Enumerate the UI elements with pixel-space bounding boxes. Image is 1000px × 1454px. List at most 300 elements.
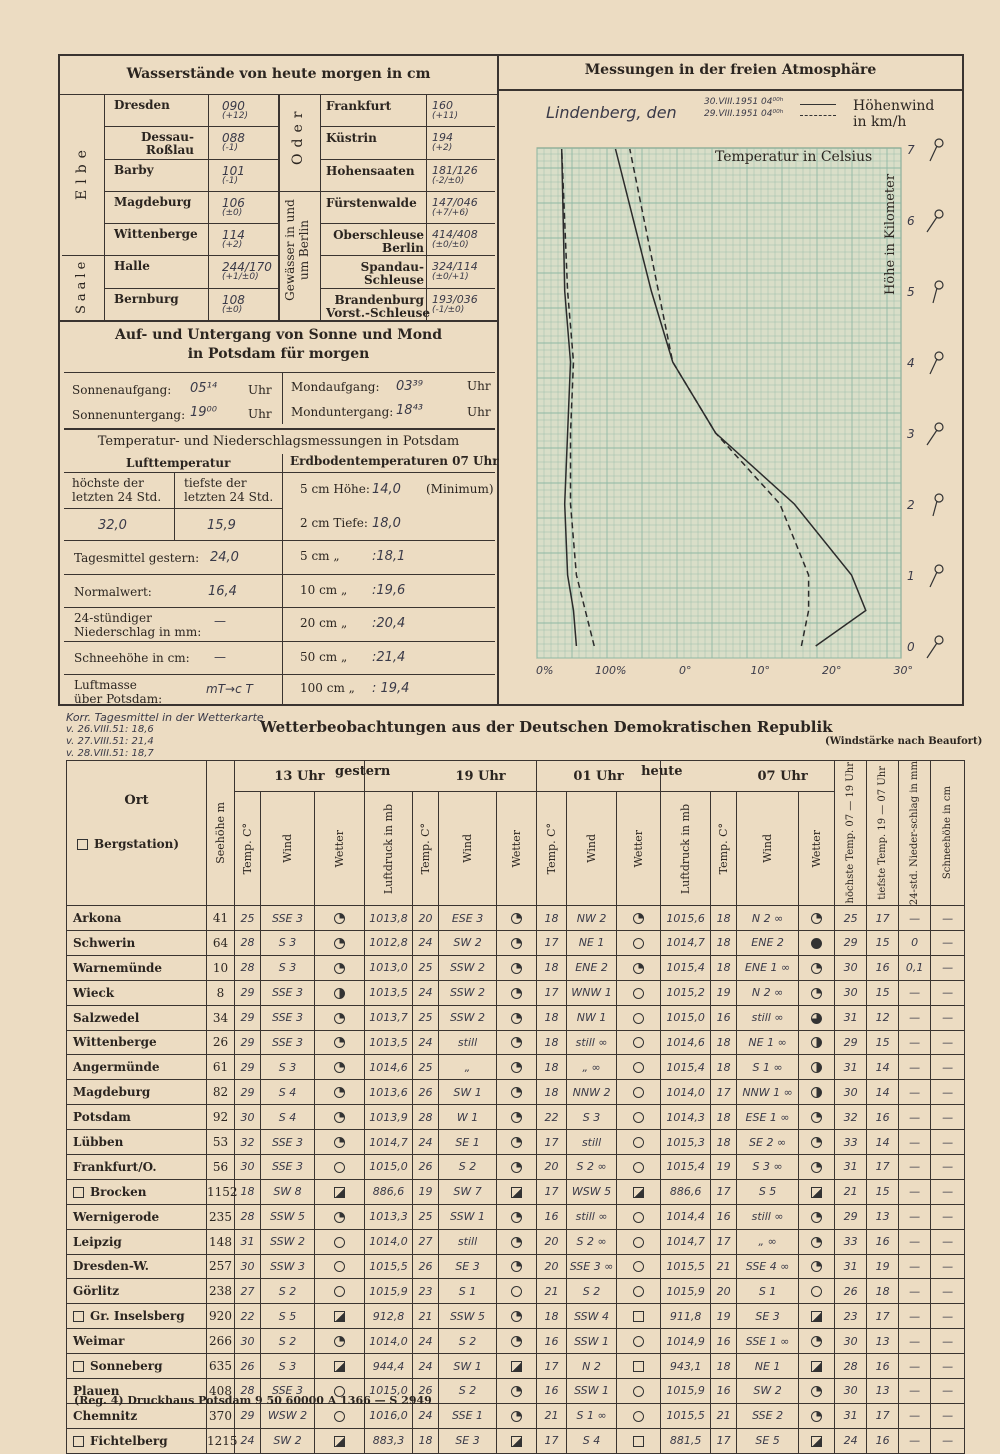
col-hoehe: Seehöhe m	[207, 761, 235, 906]
weather-icon	[511, 1311, 522, 1322]
table-cell: 41	[207, 906, 235, 931]
weather-icon	[511, 1013, 522, 1024]
table-cell: 944,4	[365, 1354, 413, 1379]
table-cell: 23	[413, 1279, 439, 1304]
table-cell	[315, 980, 365, 1005]
table-cell: 31	[835, 1403, 867, 1428]
table-cell	[799, 1055, 835, 1080]
table-row	[67, 1403, 965, 1428]
table-cell: 29	[235, 1055, 261, 1080]
table-cell: still ∞	[737, 1204, 799, 1229]
weather-icon	[334, 1336, 345, 1347]
table-cell: 28	[235, 1378, 261, 1403]
table-cell: —	[931, 1055, 965, 1080]
table-cell: Frankfurt/O.	[67, 1154, 207, 1179]
y-tick-label: 5	[907, 285, 915, 299]
table-cell: 1014,7	[365, 1130, 413, 1155]
table-cell: 0	[899, 930, 931, 955]
table-cell	[617, 1005, 661, 1030]
weather-icon	[511, 1386, 522, 1397]
table-cell: SSW 3	[261, 1254, 315, 1279]
table-cell: —	[899, 1354, 931, 1379]
col-ort	[67, 761, 207, 906]
table-row	[67, 1304, 965, 1329]
table-cell: Potsdam	[67, 1105, 207, 1130]
berg-checkbox-icon	[73, 1361, 84, 1372]
wind-barb-icon	[930, 359, 937, 374]
table-row	[67, 1229, 965, 1254]
table-cell: 24	[413, 1130, 439, 1155]
table-cell: 16	[711, 1378, 737, 1403]
temp-axis-label: Temperatur in Celsius	[715, 149, 873, 165]
weather-icon	[811, 1062, 822, 1073]
table-cell: SSW 5	[439, 1304, 497, 1329]
weather-icon	[511, 1336, 522, 1347]
table-cell: —	[931, 1154, 965, 1179]
table-cell: 1015,9	[365, 1279, 413, 1304]
weather-icon	[511, 1087, 522, 1098]
moonset-value: 18⁴³	[396, 403, 423, 418]
weather-icon	[511, 938, 522, 949]
table-cell: still ∞	[567, 1030, 617, 1055]
table-cell	[617, 1428, 661, 1453]
table-cell: —	[899, 1179, 931, 1204]
table-cell: still ∞	[737, 1005, 799, 1030]
water-level-value: 101	[222, 163, 245, 178]
beaufort-note: (Windstärke nach Beaufort)	[825, 736, 983, 747]
normal-value: 16,4	[208, 584, 237, 599]
table-row	[67, 1179, 965, 1204]
weather-icon	[511, 1062, 522, 1073]
table-cell: ENE 1 ∞	[737, 955, 799, 980]
table-cell: 24	[413, 1354, 439, 1379]
table-cell: S 2	[261, 1279, 315, 1304]
table-cell: SE 3	[439, 1254, 497, 1279]
water-station-name: Dessau- Roßlau	[140, 130, 194, 158]
table-cell	[315, 1354, 365, 1379]
atmos-date-2: 29.VIII.1951 04⁰⁰ʰ	[704, 109, 784, 119]
moonset-unit: Uhr	[467, 405, 491, 419]
table-cell: 14	[867, 1055, 899, 1080]
wind-barb-icon	[935, 281, 943, 289]
table-cell	[799, 1005, 835, 1030]
water-level-change: (-1)	[222, 143, 238, 154]
weather-icon	[334, 988, 345, 999]
x-tick-label: 100%	[595, 664, 627, 677]
table-cell: Brocken	[67, 1179, 207, 1204]
soil-depth: 2 cm Tiefe:	[300, 516, 368, 530]
table-cell: SE 5	[737, 1428, 799, 1453]
table-cell: „ ∞	[737, 1229, 799, 1254]
y-tick-label: 1	[907, 569, 915, 583]
table-cell: —	[899, 1279, 931, 1304]
table-cell: 22	[537, 1105, 567, 1130]
table-cell	[799, 1179, 835, 1204]
weather-icon	[811, 1311, 822, 1322]
table-cell: 20	[711, 1279, 737, 1304]
table-cell: 28	[235, 930, 261, 955]
table-cell: 24	[835, 1428, 867, 1453]
weather-icon	[633, 1087, 644, 1098]
table-cell: 10	[207, 955, 235, 980]
table-cell	[617, 1378, 661, 1403]
weather-icon	[334, 1137, 345, 1148]
table-cell: 31	[835, 1154, 867, 1179]
table-cell	[617, 1279, 661, 1304]
water-station-name: Spandau- Schleuse	[360, 260, 424, 288]
table-cell	[617, 1229, 661, 1254]
table-cell: ESE 1 ∞	[737, 1105, 799, 1130]
table-cell: —	[931, 1005, 965, 1030]
table-cell: 21	[537, 1403, 567, 1428]
weather-icon	[633, 1212, 644, 1223]
water-level-change: (+11)	[432, 111, 459, 121]
water-level-change: (+7/+6)	[432, 207, 469, 218]
weather-icon	[334, 1436, 345, 1447]
table-cell: —	[899, 906, 931, 931]
table-cell: 238	[207, 1279, 235, 1304]
table-cell	[315, 1304, 365, 1329]
table-cell: 635	[207, 1354, 235, 1379]
table-cell	[799, 1154, 835, 1179]
table-cell: still	[439, 1229, 497, 1254]
berg-checkbox-icon	[73, 1436, 84, 1447]
table-cell: S 3	[261, 930, 315, 955]
table-cell	[315, 1055, 365, 1080]
table-cell: 18	[711, 930, 737, 955]
table-cell: SSW 2	[439, 1005, 497, 1030]
table-cell	[617, 1403, 661, 1428]
water-level-change: (±0/±0)	[432, 240, 469, 251]
wind-barb-icon	[935, 352, 943, 360]
soil-depth: 10 cm „	[300, 582, 348, 597]
table-cell	[315, 1105, 365, 1130]
weather-icon	[633, 1013, 644, 1024]
precip-value: —	[214, 614, 226, 628]
table-cell: 27	[235, 1279, 261, 1304]
table-cell: 1015,5	[365, 1254, 413, 1279]
wind-barb-icon	[935, 139, 943, 147]
table-cell	[617, 1329, 661, 1354]
table-cell: 21	[711, 1403, 737, 1428]
y-tick-label: 0	[907, 640, 915, 654]
weather-icon	[334, 913, 345, 924]
table-cell: SSE 4 ∞	[737, 1254, 799, 1279]
table-cell: S 2 ∞	[567, 1154, 617, 1179]
water-level-change: (+2)	[432, 143, 453, 154]
table-cell: 1014,0	[661, 1080, 711, 1105]
table-cell: 28	[835, 1354, 867, 1379]
table-cell: 17	[867, 1154, 899, 1179]
table-cell: SSW 2	[439, 980, 497, 1005]
table-cell: —	[931, 1030, 965, 1055]
table-cell: 17	[711, 1080, 737, 1105]
table-cell: 18	[711, 1030, 737, 1055]
table-cell	[617, 1304, 661, 1329]
table-cell: 29	[235, 1403, 261, 1428]
table-cell	[497, 1329, 537, 1354]
table-cell	[799, 1329, 835, 1354]
table-cell: Warnemünde	[67, 955, 207, 980]
table-cell: 31	[835, 1254, 867, 1279]
table-cell: 15	[867, 980, 899, 1005]
table-cell: 24	[235, 1428, 261, 1453]
table-cell: ENE 2	[567, 955, 617, 980]
water-station-name: Wittenberge	[114, 227, 198, 242]
table-row	[67, 1030, 965, 1055]
table-cell	[497, 1354, 537, 1379]
table-cell	[799, 930, 835, 955]
soil-depth: 100 cm „	[300, 681, 355, 695]
table-cell	[617, 1130, 661, 1155]
table-cell: S 4	[567, 1428, 617, 1453]
table-cell: 29	[835, 1204, 867, 1229]
table-cell: 17	[537, 1179, 567, 1204]
table-cell: —	[899, 1428, 931, 1453]
table-cell: 16	[867, 955, 899, 980]
table-cell	[799, 1105, 835, 1130]
table-cell: 1014,9	[661, 1329, 711, 1354]
soil-value: :19,6	[372, 582, 406, 598]
table-cell	[799, 1130, 835, 1155]
table-cell: —	[931, 1403, 965, 1428]
berg-checkbox-icon	[73, 1311, 84, 1322]
table-cell: 18	[413, 1428, 439, 1453]
table-cell	[617, 1055, 661, 1080]
weather-icon	[511, 1137, 522, 1148]
table-cell	[799, 1229, 835, 1254]
table-cell	[799, 1080, 835, 1105]
water-station-name: Frankfurt	[326, 99, 392, 113]
weather-icon	[811, 938, 822, 949]
table-cell: 13	[867, 1204, 899, 1229]
table-cell: 13	[867, 1378, 899, 1403]
table-cell	[617, 1179, 661, 1204]
table-cell: 16	[867, 1229, 899, 1254]
table-cell: SSE 3	[261, 980, 315, 1005]
table-cell: 53	[207, 1130, 235, 1155]
wind-barb-icon	[933, 288, 937, 303]
table-cell: 1015,2	[661, 980, 711, 1005]
table-cell: —	[899, 1055, 931, 1080]
table-cell: SSW 4	[567, 1304, 617, 1329]
table-cell: —	[899, 1005, 931, 1030]
table-cell: —	[931, 1428, 965, 1453]
table-cell	[617, 1030, 661, 1055]
table-cell: NNW 1 ∞	[737, 1080, 799, 1105]
table-cell: 24	[413, 1403, 439, 1428]
table-cell	[617, 1354, 661, 1379]
observations-table: Ort Bergstation) Seehöhe m 13 Uhr gestern 19 Uhr 01 Uhr heute 07 Uhr höchste Temp. 07 — 19 Uhr tiefste Temp. 19 — 07 Uhr 24-std. Nieder-schlag in mm Schneehöhe in cm Temp. C° Wind Wetter Luftdruck in mb Temp. C° Wind Wetter Temp. C° Wind Wetter Luftdruck in mb Temp. C° Wind Wetter Arkona 41 25 SSE 3 1013,8 20 ESE 3 18 NW 2 1015,6 18 N 2 ∞ 25 17 — — Schwerin 64 28 S 3 1012,8 24 SW 2 17 NE 1 1014,7 18 ENE 2 29 15 0 — Warnemünde 10 28 S 3 1013,0 25 SSW 2 18 ENE 2 1015,4 18 ENE 1 ∞ 30 16 0,1 — Wieck 8 29 SSE 3 1013,5 24 SSW 2 17 WNW 1 1015,2 19 N 2 ∞ 30 15 — — Salzwedel 34 29 SSE 3 1013,7 25 SSW 2 18 NW 1 1015,0 16 still ∞ 31 12 — — Wittenberge 26 29 SSE 3 1013,5 24 still 18 still ∞ 1014,6 18 NE 1 ∞ 29 15 — — Angermünde 61 29 S 3 1014,6 25 „ 18 „ ∞ 1015,4 18 S 1 ∞ 31 14 — — Magdeburg 82 29 S 4 1013,6 26 SW 1 18 NNW 2 1014,0 17 NNW 1 ∞ 30 14 — — Potsdam 92 30 S 4 1013,9 28 W 1 22 S 3 1014,3 18 ESE 1 ∞ 32 16 — — Lübben 53 32 SSE 3 1014,7 24 SE 1 17 still 1015,3 18 SE 2 ∞ 33 14 — — Frankfurt/O. 56 30 SSE 3 1015,0 26 S 2 20 S 2 ∞ 1015,4 19 S 3 ∞ 31 17 — — Brocken 1152 18 SW 8 886,6 19 SW 7 17 WSW 5 886,6 17 S 5 21 15 — — Wernigerode 235 28 SSW 5 1013,3 25 SSW 1 16 still ∞ 1014,4 16 still ∞ 29 13 — — Leipzig 148 31 SSW 2 1014,0 27 still 20 S 2 ∞ 1014,7 17 „ ∞ 33 16 — — Dresden-W. 257 30 SSW 3 1015,5 26 SE 3 20 SSE 3 ∞ 1015,5 21 SSE 4 ∞ 31 19 — — Görlitz 238 27 S 2 1015,9 23 S 1 21 S 2 1015,9 20 S 1 26 18 — — Gr. Inselsberg 920 22 S 5 912,8 21 SSW 5 18 SSW 4 911,8 19 SE 3 23 17 — — Weimar 266 30 S 2 1014,0 24 S 2 16 SSW 1 1014,9 16 SSE 1 ∞ 30 13 — — Sonneberg 635 26 S 3 944,4 24 SW 1 17 N 2 943,1 18 NE 1 28 16 — — Plauen 408 28 SSE 3 1015,0 26 S 2 16 SSW 1 1015,9 16 SW 2 30 13 — — Chemnitz 370 29 WSW 2 1016,0 24 SSE 1 21 S 1 ∞ 1015,5 21 SSE 2 31 17 — — Fichtelberg 1215 24 SW 2 883,3 18 SE 3 17 S 4 881,5 17 SE 5 24 16 — —	[66, 760, 965, 1454]
table-cell	[497, 955, 537, 980]
table-cell: 18	[711, 1354, 737, 1379]
table-cell: 19	[711, 1304, 737, 1329]
water-level-value: 088	[222, 131, 245, 146]
table-cell: 1015,0	[365, 1378, 413, 1403]
table-cell: 148	[207, 1229, 235, 1254]
table-row	[67, 1130, 965, 1155]
table-cell: Schwerin	[67, 930, 207, 955]
table-cell: —	[899, 1378, 931, 1403]
footer-imprint: (Reg. 4) Druckhaus Potsdam 9 50 60000 A 1366 — S 2949	[74, 1394, 432, 1407]
table-cell: N 2 ∞	[737, 906, 799, 931]
table-cell: 1013,8	[365, 906, 413, 931]
table-cell: 257	[207, 1254, 235, 1279]
table-row	[67, 1204, 965, 1229]
water-station-name: Bernburg	[114, 291, 179, 306]
wind-barb-icon	[930, 572, 937, 587]
table-cell: 21	[711, 1254, 737, 1279]
weather-icon	[633, 1062, 644, 1073]
table-cell	[497, 906, 537, 931]
table-cell: Sonneberg	[67, 1354, 207, 1379]
table-cell: 18	[711, 1130, 737, 1155]
table-cell: 18	[537, 1304, 567, 1329]
river-label-saale: Saale	[74, 257, 89, 314]
wind-barb-icon	[935, 636, 943, 644]
table-cell: S 2	[439, 1378, 497, 1403]
table-cell	[497, 1403, 537, 1428]
table-cell: 886,6	[365, 1179, 413, 1204]
water-level-value: 193/036	[432, 292, 478, 306]
table-cell: 1012,8	[365, 930, 413, 955]
weather-icon	[633, 938, 644, 949]
table-cell	[315, 1030, 365, 1055]
weather-icon	[811, 1162, 822, 1173]
x-tick-label: 10°	[750, 664, 770, 677]
water-station-name: Magdeburg	[114, 194, 192, 209]
weather-icon	[811, 1112, 822, 1123]
table-cell: 1016,0	[365, 1403, 413, 1428]
weather-icon	[334, 1013, 345, 1024]
table-cell	[315, 1179, 365, 1204]
moonrise-unit: Uhr	[467, 379, 491, 393]
table-cell: —	[931, 1329, 965, 1354]
table-cell: SW 2	[261, 1428, 315, 1453]
table-cell: —	[899, 1080, 931, 1105]
wind-barb-icon	[927, 643, 937, 658]
wind-barb-icon	[930, 146, 937, 161]
weather-icon	[511, 913, 522, 924]
weather-icon	[633, 988, 644, 999]
y-tick-label: 6	[907, 214, 915, 228]
table-cell	[497, 1378, 537, 1403]
table-cell: 17	[537, 1428, 567, 1453]
table-cell: 24	[413, 930, 439, 955]
table-cell: 1015,9	[661, 1279, 711, 1304]
table-cell: —	[931, 1304, 965, 1329]
weather-icon	[633, 1386, 644, 1397]
table-cell: 26	[235, 1354, 261, 1379]
snow-label: Schneehöhe in cm:	[74, 651, 190, 665]
river-label-oder: Oder	[290, 105, 306, 165]
table-cell: 17	[711, 1428, 737, 1453]
water-level-value: 114	[222, 228, 245, 243]
table-cell: 19	[711, 1154, 737, 1179]
table-cell	[617, 1154, 661, 1179]
moonset-label: Monduntergang:	[291, 405, 394, 419]
table-cell: NE 1 ∞	[737, 1030, 799, 1055]
table-cell	[799, 1428, 835, 1453]
table-cell: 1015,4	[661, 1055, 711, 1080]
table-cell: —	[931, 930, 965, 955]
obs-title: Wetterbeobachtungen aus der Deutschen Demokratischen Republik	[260, 718, 833, 736]
table-cell: 32	[835, 1105, 867, 1130]
corr-note-1: v. 26.VIII.51: 18,6	[66, 724, 154, 735]
table-cell: —	[899, 1154, 931, 1179]
atmos-chart	[499, 130, 962, 690]
table-cell	[497, 1030, 537, 1055]
table-cell: 1013,9	[365, 1105, 413, 1130]
water-level-value: 244/170	[222, 260, 272, 275]
water-level-value: 108	[222, 292, 245, 307]
table-cell: 16	[711, 1005, 737, 1030]
table-cell: Lübben	[67, 1130, 207, 1155]
table-cell: 29	[235, 980, 261, 1005]
atmos-date-1: 30.VIII.1951 04⁰⁰ʰ	[704, 97, 784, 107]
table-cell: —	[899, 1304, 931, 1329]
table-cell: 25	[413, 955, 439, 980]
h-19: gestern 19 Uhr	[365, 761, 537, 792]
table-row	[67, 906, 965, 931]
table-cell: 18	[537, 955, 567, 980]
table-cell: SE 3	[737, 1304, 799, 1329]
weather-icon	[633, 1187, 644, 1198]
table-cell	[799, 1378, 835, 1403]
sunrise-label: Sonnenaufgang:	[72, 383, 172, 397]
weather-icon	[633, 1361, 644, 1372]
table-cell: 13	[867, 1329, 899, 1354]
table-cell: 1015,6	[661, 906, 711, 931]
table-cell: 883,3	[365, 1428, 413, 1453]
table-cell: W 1	[439, 1105, 497, 1130]
table-cell: 34	[207, 1005, 235, 1030]
table-cell: 23	[835, 1304, 867, 1329]
height-axis-label: Höhe in Kilometer	[883, 173, 898, 295]
atmos-title: Messungen in der freien Atmosphäre	[584, 62, 877, 78]
table-cell: 61	[207, 1055, 235, 1080]
table-cell: 16	[867, 1105, 899, 1130]
table-cell: 1013,7	[365, 1005, 413, 1030]
table-cell: 1014,7	[661, 930, 711, 955]
table-cell: still	[567, 1130, 617, 1155]
water-level-change: (+1/±0)	[222, 272, 259, 283]
weather-icon	[633, 1311, 644, 1322]
table-cell: 1013,3	[365, 1204, 413, 1229]
table-cell: S 3	[261, 1055, 315, 1080]
table-cell: 943,1	[661, 1354, 711, 1379]
table-cell	[497, 1130, 537, 1155]
max-value: 32,0	[98, 518, 127, 533]
water-station-name: Fürstenwalde	[326, 195, 417, 210]
table-cell: 64	[207, 930, 235, 955]
table-cell: 20	[537, 1229, 567, 1254]
table-row	[67, 980, 965, 1005]
table-cell: S 3	[261, 1354, 315, 1379]
table-cell: 17	[711, 1179, 737, 1204]
water-level-value: 090	[222, 99, 245, 113]
water-level-value: 160	[432, 99, 453, 112]
table-cell: 22	[235, 1304, 261, 1329]
wind-barb-icon	[935, 423, 943, 431]
weather-icon	[334, 1187, 345, 1198]
table-cell: SE 1	[439, 1130, 497, 1155]
weather-icon	[334, 1411, 345, 1422]
table-cell: —	[931, 1130, 965, 1155]
table-cell: 30	[835, 955, 867, 980]
table-cell	[315, 1154, 365, 1179]
table-cell	[497, 980, 537, 1005]
